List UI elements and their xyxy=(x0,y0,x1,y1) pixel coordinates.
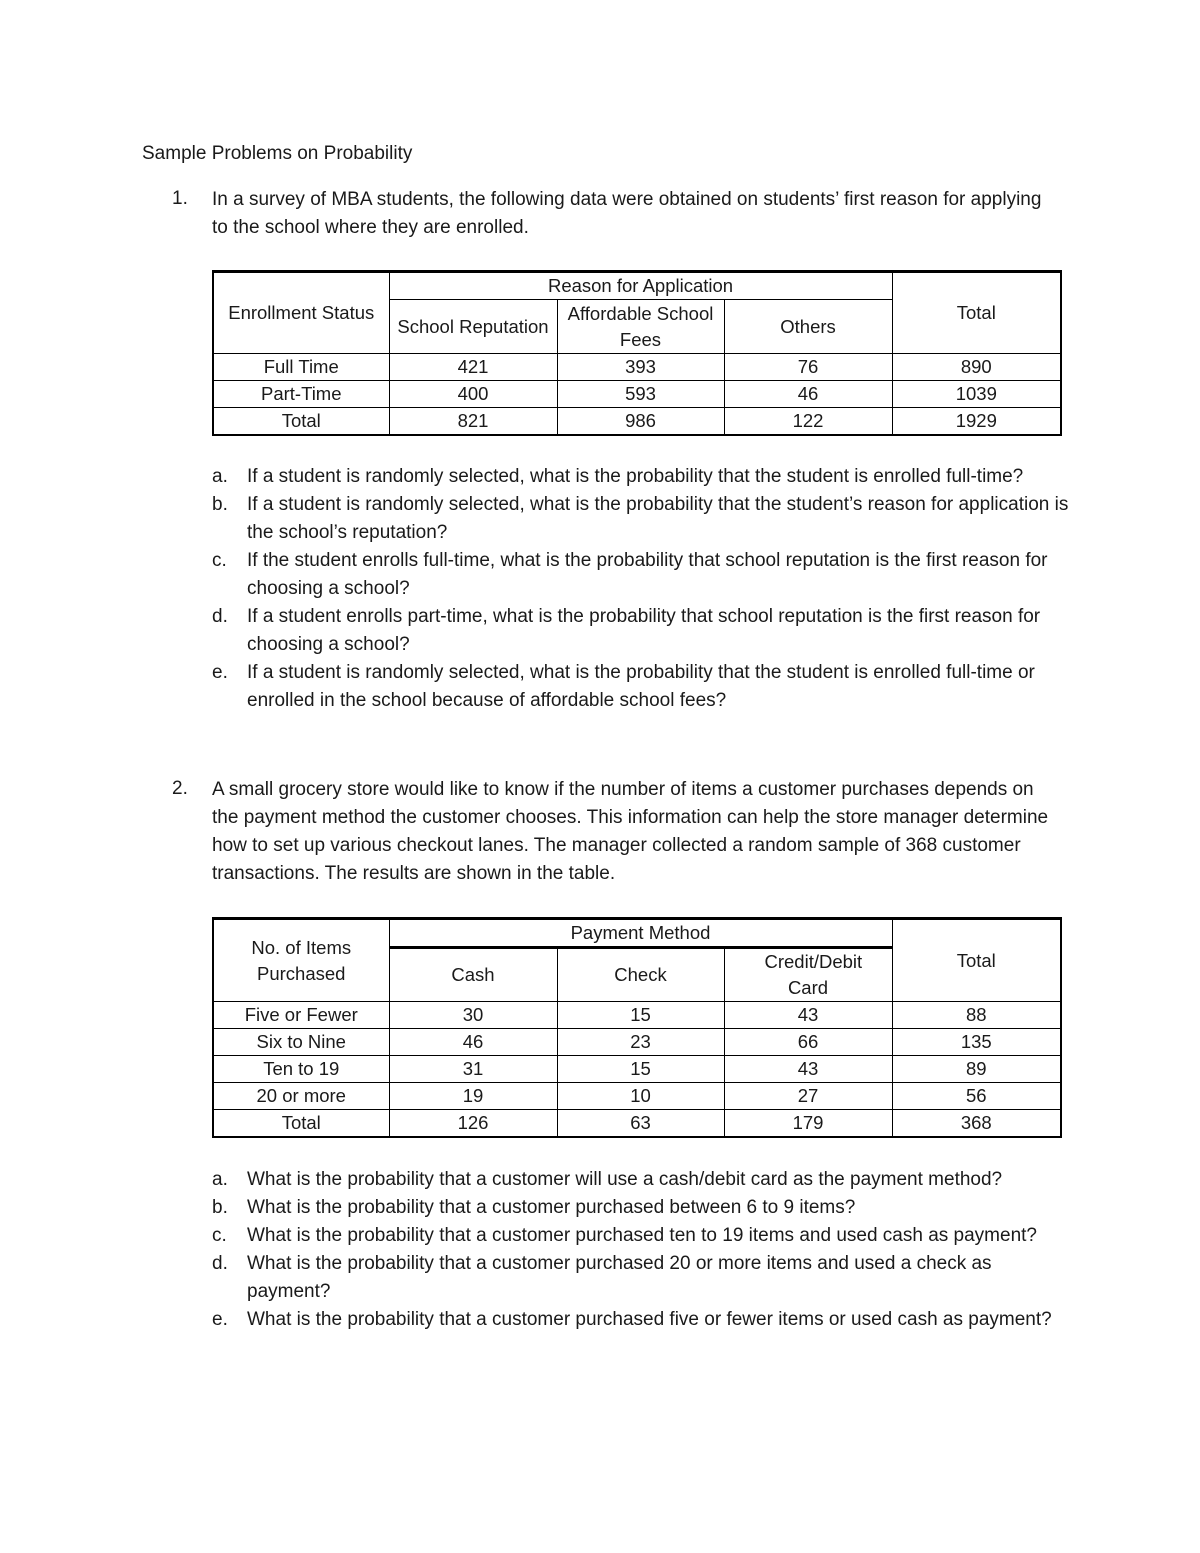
row-label: Full Time xyxy=(213,354,389,381)
question-text: What is the probability that a customer purchased ten to 19 items and used cash as payment? xyxy=(247,1225,1037,1246)
cell-value: 10 xyxy=(557,1083,724,1110)
problem-text: In a survey of MBA students, the following data were obtained on students’ first reason for applying to the school where they are enrolled. xyxy=(212,189,1042,238)
enrollment-table xyxy=(212,270,1062,436)
table-row xyxy=(213,1056,1061,1083)
problem-number: 2. xyxy=(172,778,188,799)
question-item xyxy=(212,603,1072,659)
question-label: d. xyxy=(212,1253,228,1274)
cell-value: 31 xyxy=(389,1056,557,1083)
cell-value: 23 xyxy=(557,1029,724,1056)
row-label: 20 or more xyxy=(213,1083,389,1110)
question-item xyxy=(212,1166,1072,1194)
cell-total: 89 xyxy=(892,1056,1061,1083)
table-row xyxy=(213,1110,1061,1138)
column-header: Affordable School Fees xyxy=(557,300,724,354)
group-header: Payment Method xyxy=(570,922,711,943)
cell-total: 88 xyxy=(892,1002,1061,1029)
question-text: What is the probability that a customer purchased between 6 to 9 items? xyxy=(247,1197,856,1218)
question-item xyxy=(212,463,1072,491)
cell-value: 421 xyxy=(389,354,557,381)
group-header: Reason for Application xyxy=(547,275,734,296)
problem-text: A small grocery store would like to know if the number of items a customer purchases depends on the payment method the customer chooses. This information can help the store manager determine how to set up various checkout lanes. The manager collected a random sample of 368 customer transactions. The results are shown in the table. xyxy=(212,779,1049,884)
question-item xyxy=(212,491,1072,547)
question-item xyxy=(212,1250,1072,1306)
question-label: e. xyxy=(212,1309,228,1330)
problem-2-questions xyxy=(212,1166,1072,1334)
cell-value: 821 xyxy=(389,408,557,436)
column-header: Credit/Debit Card xyxy=(724,948,892,1002)
question-label: a. xyxy=(212,1169,228,1190)
cell-value: 43 xyxy=(724,1056,892,1083)
cell-total: 135 xyxy=(892,1029,1061,1056)
row-header-cell xyxy=(213,272,389,354)
cell-total: 368 xyxy=(892,1110,1061,1138)
row-label: Total xyxy=(213,1110,389,1138)
group-header-cell xyxy=(389,919,892,948)
question-item xyxy=(212,1194,1072,1222)
question-item xyxy=(212,659,1072,715)
question-text: What is the probability that a customer will use a cash/debit card as the payment method? xyxy=(247,1169,1003,1190)
question-text: If a student enrolls part-time, what is the probability that school reputation is the first reason for choosing a school? xyxy=(247,606,1041,655)
table-row xyxy=(213,1083,1061,1110)
cell-total: 1929 xyxy=(892,408,1061,436)
cell-value: 66 xyxy=(724,1029,892,1056)
table-row xyxy=(213,381,1061,408)
cell-value: 46 xyxy=(389,1029,557,1056)
question-item xyxy=(212,1306,1072,1334)
payment-table xyxy=(212,917,1062,1138)
row-header: No. of Items Purchased xyxy=(251,936,352,984)
question-label: b. xyxy=(212,494,228,515)
total-header: Total xyxy=(956,949,996,971)
row-label: Five or Fewer xyxy=(213,1002,389,1029)
question-text: If a student is randomly selected, what is the probability that the student is enrolled full-time or enrolled in the school because of affordable school fees? xyxy=(247,662,1035,711)
question-text: If a student is randomly selected, what is the probability that the student’s reason for application is the school’s reputation? xyxy=(247,494,1069,543)
row-label: Total xyxy=(213,408,389,436)
total-header-cell xyxy=(892,919,1061,1002)
cell-value: 122 xyxy=(724,408,892,436)
table-row xyxy=(213,1029,1061,1056)
question-text: What is the probability that a customer purchased 20 or more items and used a check as payment? xyxy=(247,1253,992,1302)
question-label: c. xyxy=(212,550,227,571)
column-header: Cash xyxy=(389,948,557,1002)
cell-value: 179 xyxy=(724,1110,892,1138)
question-item xyxy=(212,547,1072,603)
cell-value: 63 xyxy=(557,1110,724,1138)
cell-value: 986 xyxy=(557,408,724,436)
question-label: c. xyxy=(212,1225,227,1246)
cell-value: 27 xyxy=(724,1083,892,1110)
row-header-cell xyxy=(213,919,389,1002)
column-header: Check xyxy=(557,948,724,1002)
problem-number: 1. xyxy=(172,188,188,209)
row-label: Ten to 19 xyxy=(213,1056,389,1083)
table-row xyxy=(213,408,1061,436)
cell-total: 56 xyxy=(892,1083,1061,1110)
question-item xyxy=(212,1222,1072,1250)
document-title: Sample Problems on Probability xyxy=(142,143,413,164)
question-label: a. xyxy=(212,466,228,487)
cell-total: 1039 xyxy=(892,381,1061,408)
row-header: Enrollment Status xyxy=(228,302,375,323)
table-row xyxy=(213,1002,1061,1029)
problem-1-questions xyxy=(212,463,1072,715)
row-label: Part-Time xyxy=(213,381,389,408)
question-label: d. xyxy=(212,606,228,627)
cell-value: 43 xyxy=(724,1002,892,1029)
row-label: Six to Nine xyxy=(213,1029,389,1056)
cell-value: 126 xyxy=(389,1110,557,1138)
cell-value: 76 xyxy=(724,354,892,381)
cell-value: 46 xyxy=(724,381,892,408)
total-header-cell xyxy=(892,272,1061,354)
cell-value: 15 xyxy=(557,1056,724,1083)
cell-value: 593 xyxy=(557,381,724,408)
cell-value: 30 xyxy=(389,1002,557,1029)
cell-value: 400 xyxy=(389,381,557,408)
total-header: Total xyxy=(956,302,996,323)
cell-total: 890 xyxy=(892,354,1061,381)
column-header: Others xyxy=(724,300,892,354)
question-text: What is the probability that a customer purchased five or fewer items or used cash as payment? xyxy=(247,1309,1052,1330)
table-row xyxy=(213,354,1061,381)
question-label: b. xyxy=(212,1197,228,1218)
question-text: If the student enrolls full-time, what is the probability that school reputation is the first reason for choosing a school? xyxy=(247,550,1048,599)
column-header: School Reputation xyxy=(389,300,557,354)
cell-value: 15 xyxy=(557,1002,724,1029)
cell-value: 19 xyxy=(389,1083,557,1110)
question-label: e. xyxy=(212,662,228,683)
question-text: If a student is randomly selected, what is the probability that the student is enrolled full-time? xyxy=(247,466,1024,487)
group-header-cell xyxy=(389,272,892,300)
cell-value: 393 xyxy=(557,354,724,381)
